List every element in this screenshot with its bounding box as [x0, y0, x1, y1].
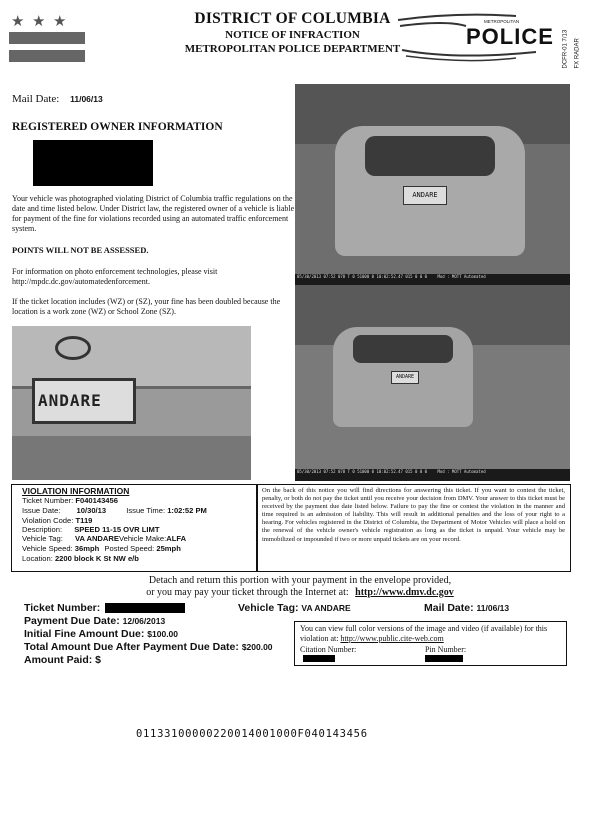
- license-plate-small: ANDARE: [391, 371, 419, 384]
- total-amount-due: Total Amount Due After Payment Due Date: $200.00: [24, 641, 273, 653]
- owner-name-redacted: [33, 140, 153, 186]
- star-icon: ★: [11, 14, 25, 30]
- barcode-number: 01133100000220014001000F040143456: [136, 728, 368, 740]
- dc-flag-logo: [9, 12, 85, 64]
- detach-line-1: Detach and return this portion with your payment in the envelope provided,: [148, 575, 452, 586]
- contest-notice: On the back of this notice you will find directions for answering this ticket. If you want to contest the ticket, penalty, or both do not pay the ticket until you receive your decision from DMV. Your answer to this ticket must be received by the payment due date listed below. Failure to pay the fine or contest the violation in the manner and time required is an admission of liability. This will result in additional penalties and the loss of your right to a hearing. For vehicles registered in the District of Columbia, the Department of Motor Vehicles will place a hold on the renewal of the vehicle owner's vehicle registration as long as the ticket is unpaid. Your vehicle may be immobilized or impounded if two or more unpaid tickets are on your record.: [262, 487, 565, 543]
- stub-ticket-number: Ticket Number:: [24, 602, 185, 614]
- ticket-number-row: Ticket Number: F040143456: [22, 496, 118, 505]
- violation-info-panel: [12, 485, 256, 571]
- stub-mail-date: Mail Date: 11/06/13: [424, 602, 510, 614]
- police-logo: [396, 12, 554, 62]
- description-row: Description: SPEED 11-15 OVR LIMT: [22, 525, 160, 534]
- stub-vehicle-tag: Vehicle Tag: VA ANDARE: [238, 602, 351, 614]
- department-name: METROPOLITAN POLICE DEPARTMENT: [184, 43, 401, 55]
- police-logo-text: POLICE: [466, 24, 554, 49]
- info-text: For information on photo enforcement technologies, please visit http://mpdc.dc.gov/automatedenforcement.: [12, 267, 218, 286]
- location-row: Location: 2200 block K St NW e/b: [22, 554, 139, 563]
- violation-code-row: Violation Code: T119: [22, 516, 93, 525]
- owner-heading: REGISTERED OWNER INFORMATION: [12, 121, 223, 133]
- dmv-link[interactable]: http://www.dmv.dc.gov: [355, 587, 454, 598]
- pin-number-label: Pin Number:: [425, 645, 467, 654]
- online-view-text: You can view full color versions of the image and video (if available) for this violation at: http://www.public.cite-web.com: [300, 624, 548, 643]
- license-plate: ANDARE: [32, 378, 136, 424]
- points-notice: POINTS WILL NOT BE ASSESSED.: [12, 245, 149, 255]
- photo-data-bar: 05/30/2013 07:52 078 T 0 51000 0 10:02:52.47 015 0 0 0 Mod : MOTT Automated: [295, 469, 570, 481]
- notice-subtitle: NOTICE OF INFRACTION: [225, 29, 360, 41]
- license-plate-small: ANDARE: [403, 186, 447, 205]
- violation-heading: VIOLATION INFORMATION: [22, 486, 130, 496]
- bumper: [12, 436, 251, 480]
- star-icon: ★: [53, 14, 67, 30]
- police-logo-small-text: METROPOLITAN: [484, 19, 520, 24]
- zone-text: If the ticket location includes (WZ) or (SZ), your fine has been doubled because the location is a work zone (WZ) or School Zone (SZ).: [12, 297, 281, 316]
- toyota-logo: [55, 336, 91, 360]
- vehicle-photo-2: [295, 285, 570, 481]
- initial-fine-amount: Initial Fine Amount Due: $100.00: [24, 628, 179, 640]
- violation-box: [11, 484, 571, 572]
- issue-date-row: Issue Date: 10/30/13 Issue Time: 1:02:52 PM: [22, 506, 207, 515]
- detach-line-2: or you may pay your ticket through the Internet at: http://www.dmv.dc.gov: [146, 587, 454, 598]
- mail-date: Mail Date: 11/06/13: [12, 93, 103, 105]
- car-window: [353, 335, 453, 363]
- online-view-box: [294, 621, 567, 666]
- ticket-number-redacted: [105, 603, 185, 613]
- page-title: DISTRICT OF COLUMBIA: [194, 10, 391, 27]
- amount-paid: Amount Paid: $: [24, 654, 102, 666]
- vehicle-tag-row: Vehicle Tag: VA ANDAREVehicle Make:ALFA: [22, 534, 187, 543]
- owner-intro: Your vehicle was photographed violating District of Columbia traffic regulations on the date and time listed below. Under District law, the registered owner of a vehicle is liable for payment of the fine for violations recorded using an automated traffic enforcement system.: [12, 194, 295, 233]
- speed-row: Vehicle Speed: 36mph Posted Speed: 25mph: [22, 544, 181, 553]
- plate-closeup-photo: [12, 326, 251, 480]
- vehicle-photo-1: [295, 84, 570, 286]
- star-icon: ★: [32, 14, 46, 30]
- form-code: DCFR-01 7/13 FX RADAR: [562, 29, 581, 69]
- payment-due-date: Payment Due Date: 12/06/2013: [24, 615, 166, 627]
- car-window: [365, 136, 495, 176]
- pin-number-redacted: [425, 655, 463, 662]
- flag-bar: [9, 32, 85, 44]
- cite-web-link[interactable]: http://www.public.cite-web.com: [340, 633, 444, 643]
- citation-number-redacted: [303, 655, 335, 662]
- flag-bar: [9, 50, 85, 62]
- violation-divider: [256, 485, 258, 571]
- photo-data-bar: 05/30/2013 07:52 078 T 0 51000 0 10:02:52.47 015 0 0 0 Mod : MOTT Automated: [295, 274, 570, 286]
- citation-number-label: Citation Number:: [300, 645, 357, 654]
